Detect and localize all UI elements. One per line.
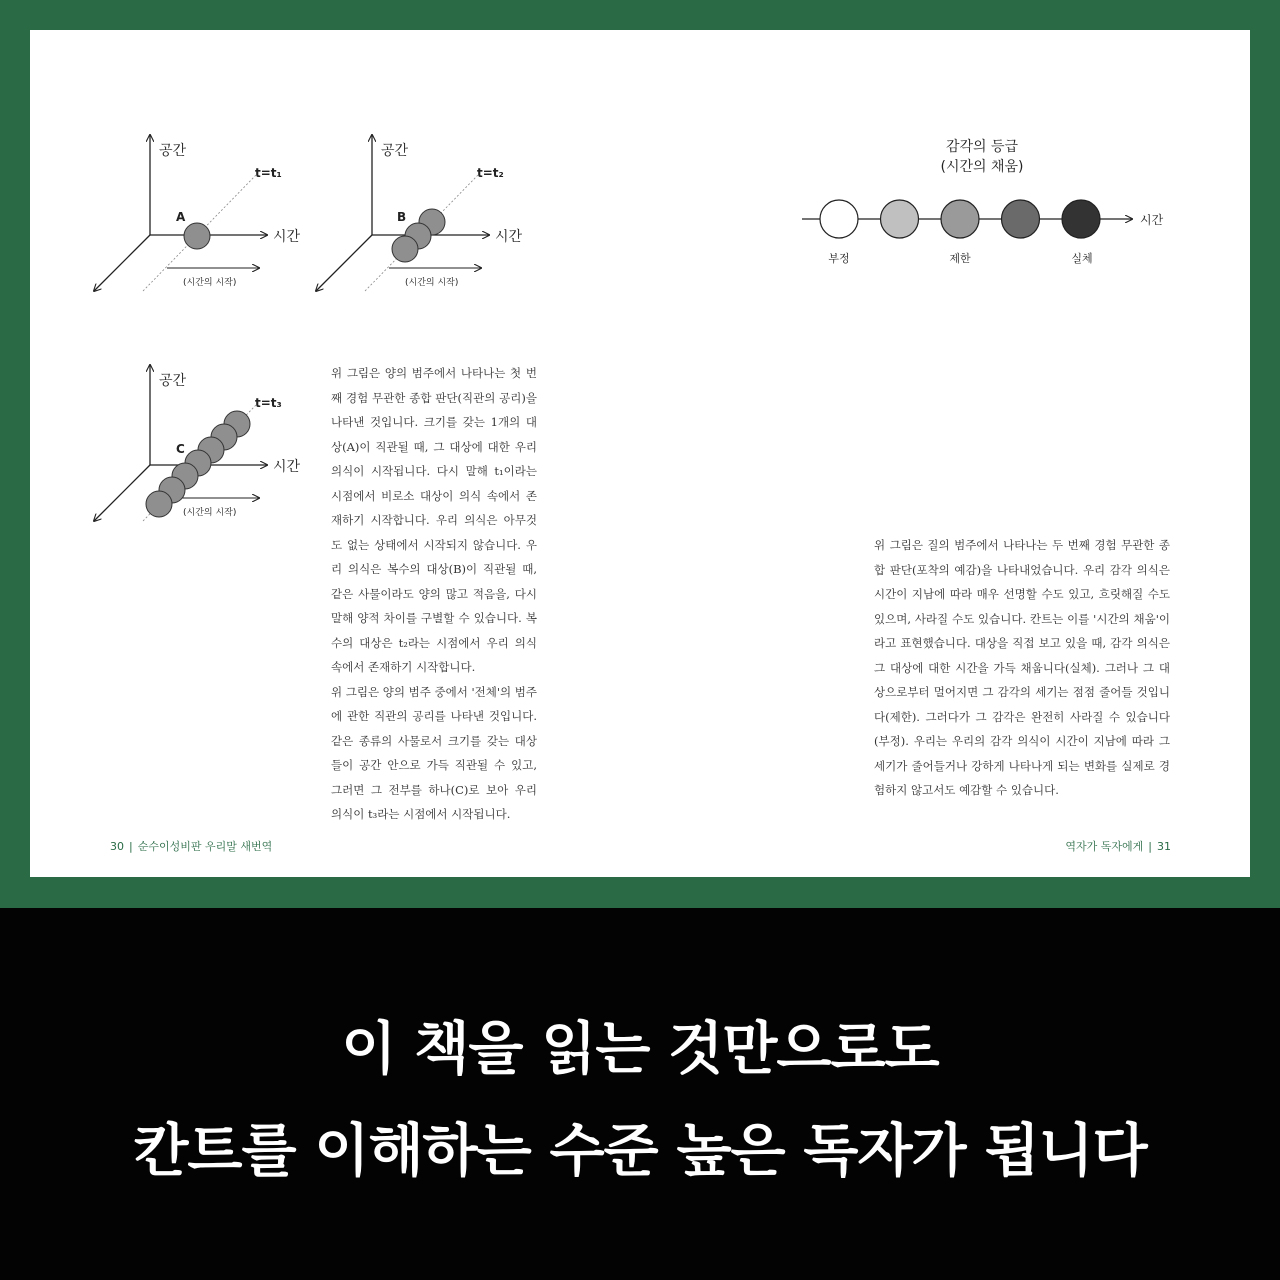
book-title: 순수이성비판 우리말 새번역 [137,840,273,853]
diagram-b [307,125,537,300]
left-body-text [331,361,537,827]
start-of-time-label: (시간의 시작) [183,278,237,288]
sensation-subtitle: (시간의 채움) [940,159,1024,175]
sensation-circle-2 [881,200,919,238]
left-paragraph-1: 위 그림은 양의 범주에서 나타나는 첫 번째 경험 무관한 종합 판단(직관의 공리)을 나타낸 것입니다. 크기를 갖는 1개의 대상(A)이 직관될 때, 그 대상에 대한 우리 의식이 시작됩니다. 다시 말해 t₁이라는 시점에서 비로소 대상이 의식 속에서 존재하기 시작합니다. 우리 의식은 아무것도 없는 상태에서 시작되지 않습니다. 우리 의식은 복수의 대상(B)이 직관될 때, 같은 사물이라도 양의 많고 적음을, 다시 말해 양적 차이를 구별할 수 있습니다. 복수의 대상은 t₂라는 시점에서 우리 의식 속에서 존재하기 시작합니다. [331,366,537,674]
start-of-time-label: (시간의 시작) [183,508,237,518]
sphere-c-7 [146,491,172,517]
diagram-a [85,125,315,300]
sensation-axis-label: 시간 [1140,213,1164,227]
label-negation: 부정 [828,252,850,265]
space-axis-label: 공간 [159,143,187,159]
sensation-circle-1 [820,200,858,238]
diagram-c [85,355,315,530]
right-body-text [874,533,1170,803]
space-axis-label: 공간 [381,143,409,159]
sensation-circle-4 [1002,200,1040,238]
folio-left [110,838,272,854]
t1-label: t=t₁ [255,166,282,180]
sphere-a [184,223,210,249]
time-axis-label: 시간 [273,459,301,475]
sphere-b-3 [392,236,418,262]
left-paragraph-2: 위 그림은 양의 범주 중에서 '전체'의 범주에 관한 직관의 공리를 나타낸 것입니다. 같은 종류의 사물로서 크기를 갖는 대상들이 공간 안으로 가득 직관될 수 있고, 그러면 그 전부를 하나(C)로 보아 우리 의식이 t₃라는 시점에서 시작됩니다. [331,684,537,821]
point-c-label: C [176,442,185,456]
sensation-circle-5 [1062,200,1100,238]
label-reality: 실체 [1071,252,1093,265]
sensation-grade-diagram [790,130,1180,280]
page-number-right: 31 [1157,840,1171,853]
point-a-label: A [176,210,186,224]
point-b-label: B [397,210,407,224]
t3-label: t=t₃ [255,396,282,410]
caption-line-2: 칸트를 이해하는 수준 높은 독자가 됩니다 [133,1118,1147,1184]
label-limitation: 제한 [949,252,971,265]
folio-right [1065,838,1171,854]
space-axis-label: 공간 [159,373,187,389]
folio-separator: | [129,840,133,853]
section-title: 역자가 독자에게 [1065,840,1144,853]
sensation-circle-3 [941,200,979,238]
start-of-time-label: (시간의 시작) [405,278,459,288]
folio-separator: | [1148,840,1152,853]
sensation-title: 감각의 등급 [945,139,1019,155]
t2-label: t=t₂ [477,166,504,180]
time-axis-label: 시간 [495,229,523,245]
page-number-left: 30 [110,840,124,853]
caption-line-1: 이 책을 읽는 것만으로도 [341,1016,939,1082]
caption-band [0,908,1280,1280]
right-paragraph-1: 위 그림은 질의 범주에서 나타나는 두 번째 경험 무관한 종합 판단(포착의 예감)을 나타내었습니다. 우리 감각 의식은 시간이 지남에 따라 매우 선명할 수도 있고, 흐릿해질 수도 있으며, 사라질 수도 있습니다. 칸트는 이를 '시간의 채움'이라고 표현했습니다. 대상을 직접 보고 있을 때, 감각 의식은 그 대상에 대한 시간을 가득 채웁니다(실체). 그러나 그 대상으로부터 멀어지면 그 감각의 세기는 점점 줄어들 것입니다(제한). 그러다가 그 감각은 완전히 사라질 수 있습니다(부정). 우리는 우리의 감각 의식이 시간이 지남에 따라 그 세기가 줄어들거나 강하게 나타나게 되는 변화를 실제로 경험하지 않고서도 예감할 수 있습니다. [874,538,1170,797]
time-axis-label: 시간 [273,229,301,245]
